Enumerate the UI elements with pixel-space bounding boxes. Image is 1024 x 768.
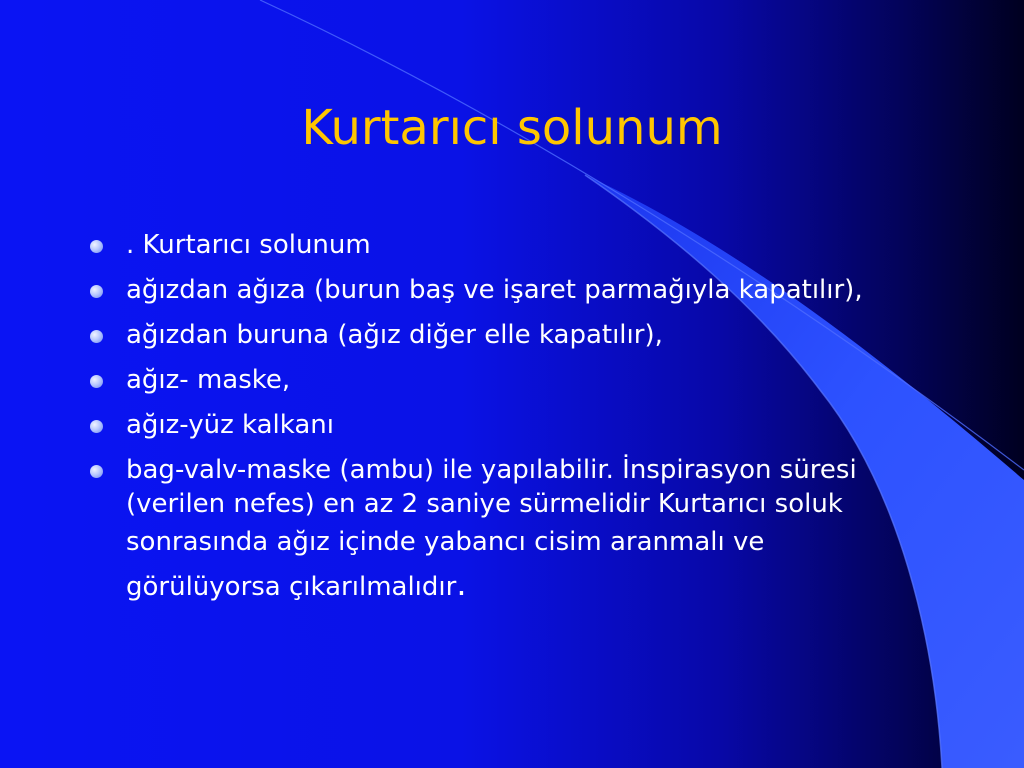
bullet-text: ağız- maske, <box>126 365 291 395</box>
bullet-dot-icon <box>90 285 103 298</box>
bullet-dot-icon <box>90 375 103 388</box>
bullet-text: ağız-yüz kalkanı <box>126 410 334 440</box>
bullet-text: ağızdan buruna (ağız diğer elle kapatılır), <box>126 320 663 350</box>
bullet-item <box>88 408 898 442</box>
bullet-list <box>88 228 898 619</box>
slide-title: Kurtarıcı solunum <box>301 100 723 156</box>
bullet-dot-icon <box>90 330 103 343</box>
bullet-text: aranmalı ve görülüyorsa çıkarılmalıdır <box>126 527 765 602</box>
bullet-item-last <box>88 453 898 608</box>
end-period: . <box>456 565 467 603</box>
bullet-item <box>88 363 898 397</box>
bullet-item <box>88 318 898 352</box>
bullet-text: ağızdan ağıza (burun baş ve işaret parmağıyla kapatılır), <box>126 275 863 305</box>
bullet-item <box>88 228 898 262</box>
bullet-item <box>88 273 898 307</box>
bullet-text: bag-valv-maske (ambu) ile yapılabilir. İnspirasyon süresi (verilen nefes) en az 2 saniye sürmelidir Kurtarıcı soluk sonrasında ağız içinde yabancı cisim <box>126 455 857 557</box>
bullet-dot-icon <box>90 240 103 253</box>
bullet-dot-icon <box>90 420 103 433</box>
bullet-text: . Kurtarıcı solunum <box>126 230 371 260</box>
bullet-dot-icon <box>90 465 103 478</box>
